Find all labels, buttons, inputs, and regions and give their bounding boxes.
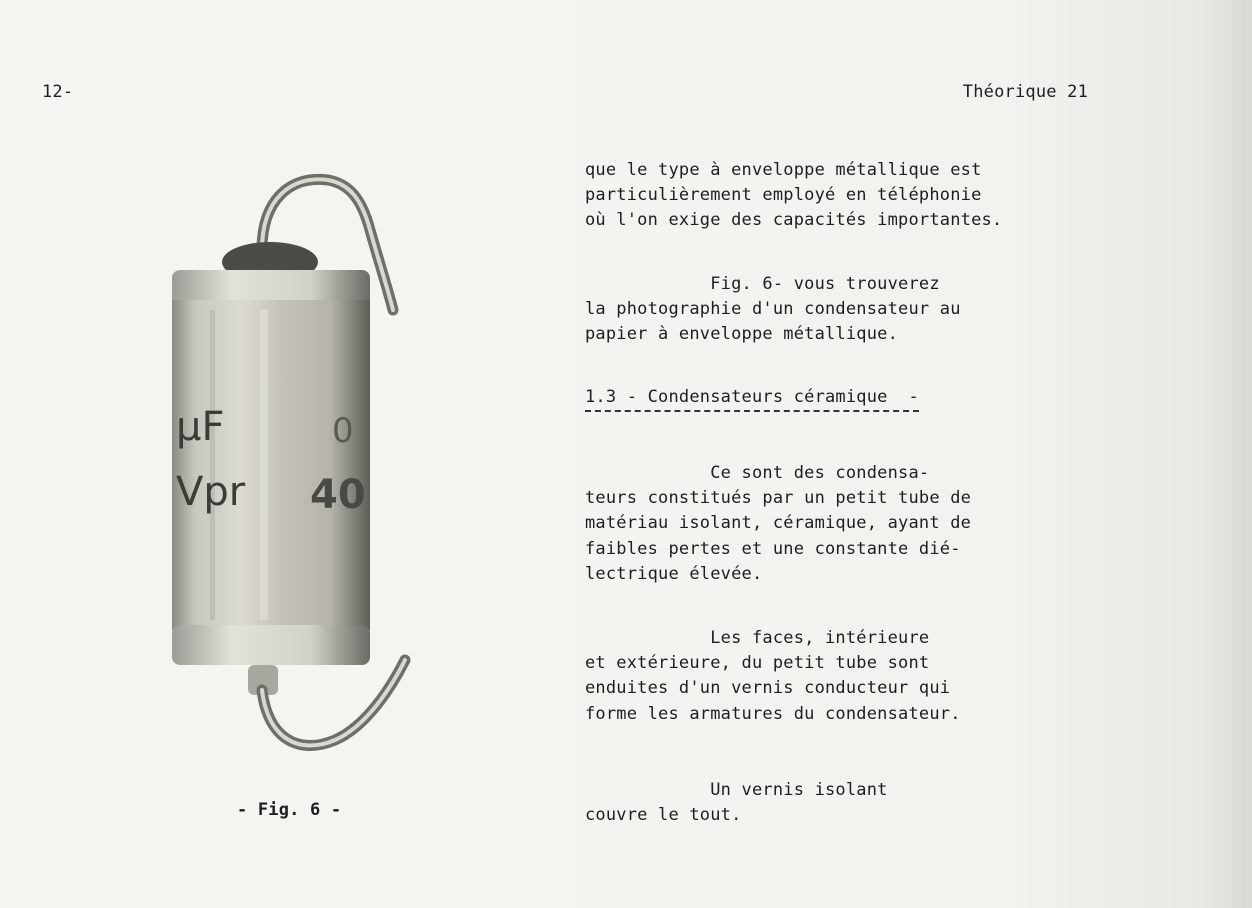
para5-line1: Un vernis isolant	[585, 780, 888, 800]
svg-text:40: 40	[310, 472, 366, 518]
para1-line3: où l'on exige des capacités importantes.	[585, 210, 1003, 230]
bottom-lead	[262, 660, 405, 746]
para3-line4: faibles pertes et une constante dié-	[585, 539, 961, 559]
svg-text:Vpr: Vpr	[176, 469, 246, 515]
para4-line3: enduites d'un vernis conducteur qui	[585, 678, 951, 698]
para3-line1: Ce sont des condensa-	[585, 463, 930, 483]
para4-line2: et extérieure, du petit tube sont	[585, 653, 930, 673]
para5-line2: couvre le tout.	[585, 805, 742, 825]
capacitor-photo	[150, 170, 430, 770]
svg-text:μF: μF	[176, 404, 225, 450]
page-number: 12-	[42, 82, 74, 102]
para1-line1: que le type à enveloppe métallique est	[585, 160, 982, 180]
section-heading-text: 1.3 - Condensateurs céramique -	[585, 387, 919, 412]
figure-caption: - Fig. 6 -	[237, 800, 342, 820]
para1-line2: particulièrement employé en téléphonie	[585, 185, 982, 205]
para3-line3: matériau isolant, céramique, ayant de	[585, 513, 972, 533]
para2-line2: la photographie d'un condensateur au	[585, 299, 961, 319]
section-title: Théorique 21	[962, 82, 1088, 102]
para2-line3: papier à enveloppe métallique.	[585, 324, 899, 344]
para3-line2: teurs constitués par un petit tube de	[585, 488, 972, 508]
svg-text:0: 0	[332, 411, 354, 451]
para4-line1: Les faces, intérieure	[585, 628, 930, 648]
para3-line5: lectrique élevée.	[585, 564, 763, 584]
para2-line1: Fig. 6- vous trouverez	[585, 274, 940, 294]
section-heading	[585, 385, 919, 411]
para4-line4: forme les armatures du condensateur.	[585, 704, 961, 724]
